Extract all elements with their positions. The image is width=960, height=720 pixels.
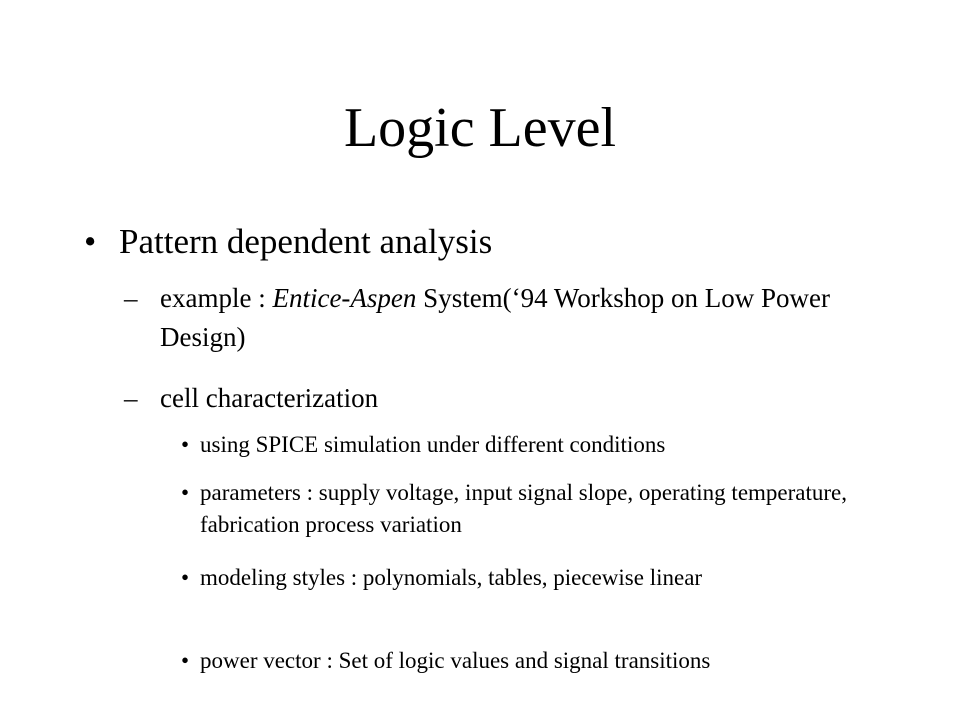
detail-modeling-styles bbox=[181, 562, 881, 594]
bullet-marker: • bbox=[84, 222, 97, 261]
detail-text: modeling styles : polynomials, tables, piecewise linear bbox=[200, 565, 703, 590]
bullet-marker: • bbox=[181, 565, 190, 590]
bullet-marker: • bbox=[181, 432, 190, 457]
sub-bullet-example bbox=[124, 279, 904, 357]
example-suffix: System(‘94 Workshop on Low Power Design) bbox=[160, 283, 830, 352]
sub-bullet-example-text bbox=[124, 279, 904, 357]
example-prefix: example : bbox=[160, 283, 273, 313]
sub-bullet-cell-characterization bbox=[124, 379, 904, 418]
dash-marker: – bbox=[124, 283, 138, 313]
bullet-marker: • bbox=[181, 480, 190, 505]
detail-text: using SPICE simulation under different conditions bbox=[200, 432, 666, 457]
bullet-text: Pattern dependent analysis bbox=[119, 222, 493, 261]
example-system-name: Entice-Aspen bbox=[272, 283, 417, 313]
detail-power-vector bbox=[181, 645, 881, 677]
bullet-marker: • bbox=[181, 648, 190, 673]
bullet-pattern-dependent-analysis bbox=[84, 221, 904, 263]
detail-text: parameters : supply voltage, input signal slope, operating temperature, fabrication process variation bbox=[200, 480, 848, 537]
sub-bullet-cell-text: cell characterization bbox=[160, 383, 379, 413]
detail-parameters bbox=[181, 477, 881, 541]
slide-title: Logic Level bbox=[343, 97, 617, 159]
detail-text: power vector : Set of logic values and signal transitions bbox=[200, 648, 711, 673]
dash-marker: – bbox=[124, 383, 138, 413]
detail-spice-simulation bbox=[181, 429, 881, 461]
